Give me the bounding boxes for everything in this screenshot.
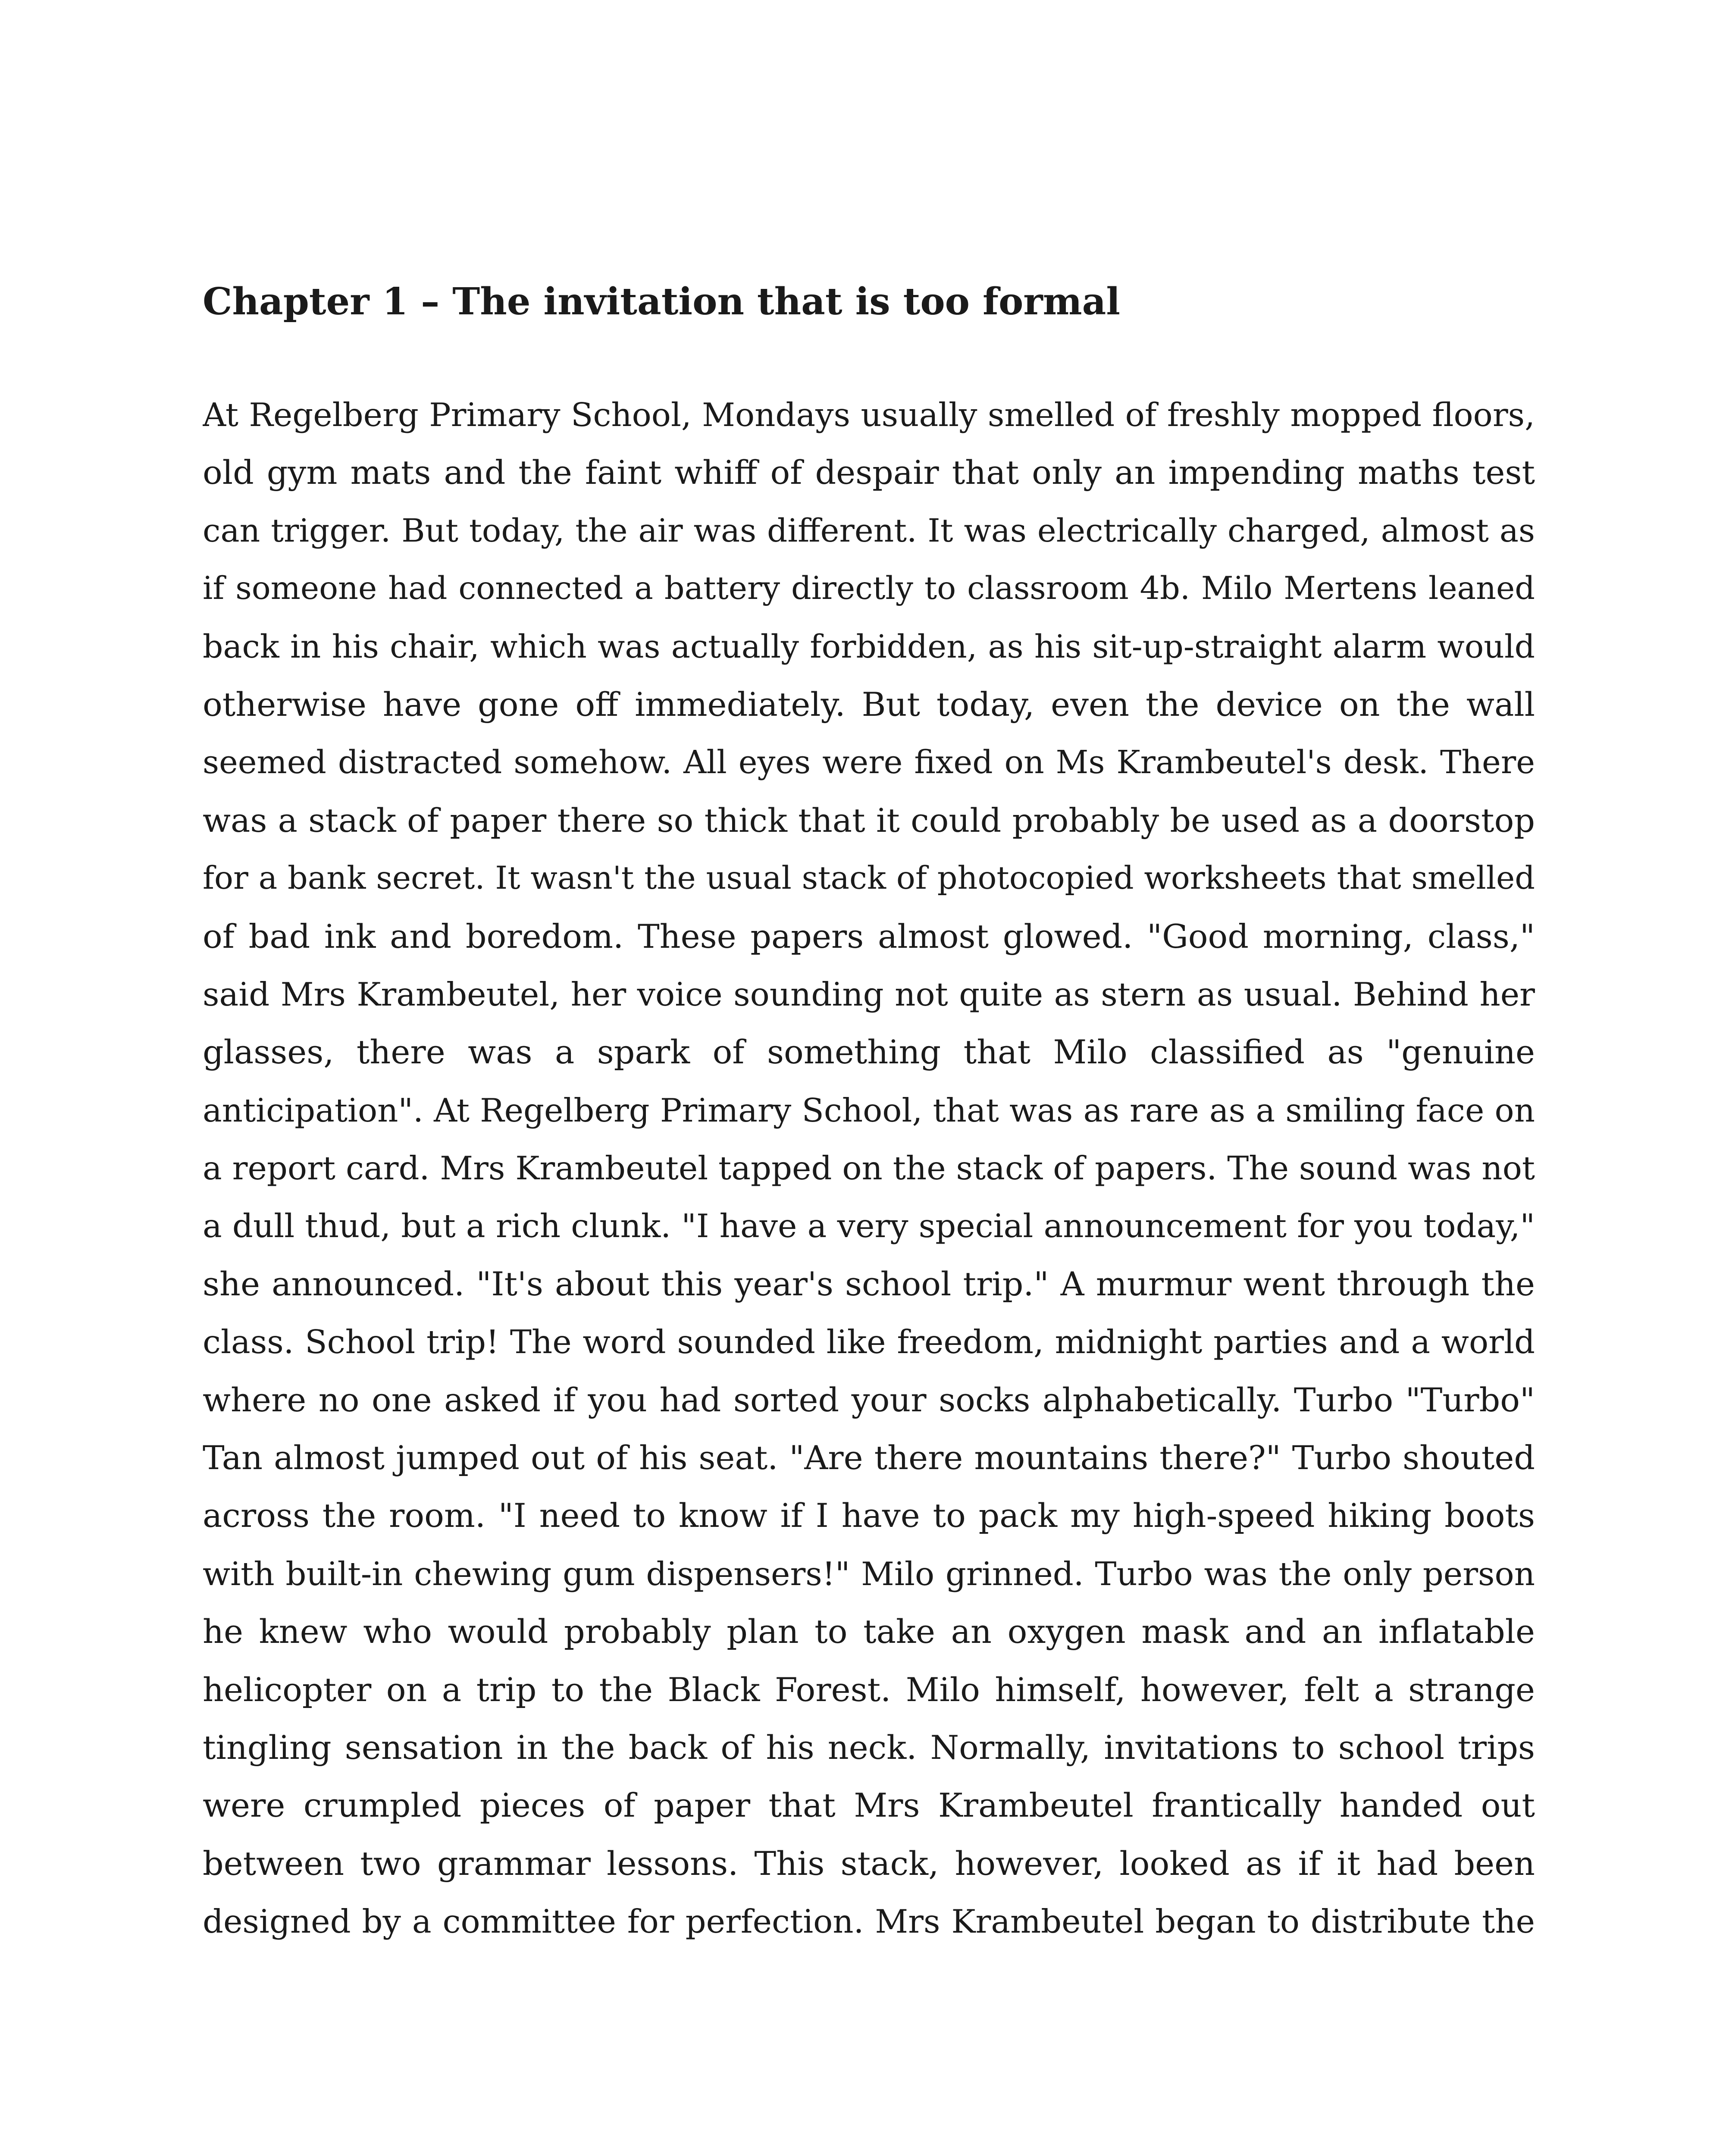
- text-line: otherwise have gone off immediately. But today, even the device on the wall: [203, 685, 1535, 724]
- text-line: for a bank secret. It wasn't the usual stack of photocopied worksheets that smelled: [203, 860, 1535, 897]
- text-line: across the room. "I need to know if I have to pack my high-speed hiking boots: [203, 1496, 1535, 1535]
- text-line: with built-in chewing gum dispensers!" Milo grinned. Turbo was the only person: [203, 1554, 1535, 1593]
- text-line: a dull thud, but a rich clunk. "I have a very special announcement for you today,": [203, 1207, 1535, 1245]
- text-line: can trigger. But today, the air was different. It was electrically charged, almost as: [203, 512, 1535, 549]
- text-line: designed by a committee for perfection. Mrs Krambeutel began to distribute the: [203, 1902, 1535, 1941]
- text-line: seemed distracted somehow. All eyes were fixed on Ms Krambeutel's desk. There: [203, 744, 1535, 781]
- chapter-title: Chapter 1 – The invitation that is too formal: [203, 280, 1121, 323]
- text-line: anticipation". At Regelberg Primary School, that was as rare as a smiling face on: [203, 1091, 1535, 1129]
- text-line: was a stack of paper there so thick that it could probably be used as a doorstop: [203, 801, 1535, 840]
- text-line: old gym mats and the faint whiff of despair that only an impending maths test: [203, 453, 1535, 492]
- text-line: back in his chair, which was actually forbidden, as his sit-up-straight alarm would: [203, 628, 1535, 665]
- text-line: of bad ink and boredom. These papers almost glowed. "Good morning, class,": [203, 917, 1535, 956]
- text-line: said Mrs Krambeutel, her voice sounding not quite as stern as usual. Behind her: [203, 975, 1535, 1013]
- chapter-body-text: [203, 386, 1535, 1951]
- text-line: between two grammar lessons. This stack, however, looked as if it had been: [203, 1844, 1535, 1883]
- text-line: he knew who would probably plan to take an oxygen mask and an inflatable: [203, 1612, 1535, 1651]
- text-line: she announced. "It's about this year's school trip." A murmur went through the: [203, 1264, 1535, 1303]
- text-line: class. School trip! The word sounded like freedom, midnight parties and a world: [203, 1323, 1535, 1361]
- text-line: At Regelberg Primary School, Mondays usually smelled of freshly mopped floors,: [203, 396, 1535, 434]
- text-line: a report card. Mrs Krambeutel tapped on the stack of papers. The sound was not: [203, 1149, 1535, 1188]
- text-line: tingling sensation in the back of his neck. Normally, invitations to school trips: [203, 1728, 1535, 1767]
- text-line: were crumpled pieces of paper that Mrs Krambeutel frantically handed out: [203, 1786, 1535, 1825]
- text-line: Tan almost jumped out of his seat. "Are there mountains there?" Turbo shouted: [203, 1438, 1535, 1477]
- text-line: glasses, there was a spark of something that Milo classified as "genuine: [203, 1033, 1535, 1072]
- text-line: where no one asked if you had sorted your socks alphabetically. Turbo "Turbo": [203, 1380, 1535, 1419]
- text-line: helicopter on a trip to the Black Forest. Milo himself, however, felt a strange: [203, 1670, 1535, 1709]
- text-line: if someone had connected a battery directly to classroom 4b. Milo Mertens leaned: [203, 570, 1535, 607]
